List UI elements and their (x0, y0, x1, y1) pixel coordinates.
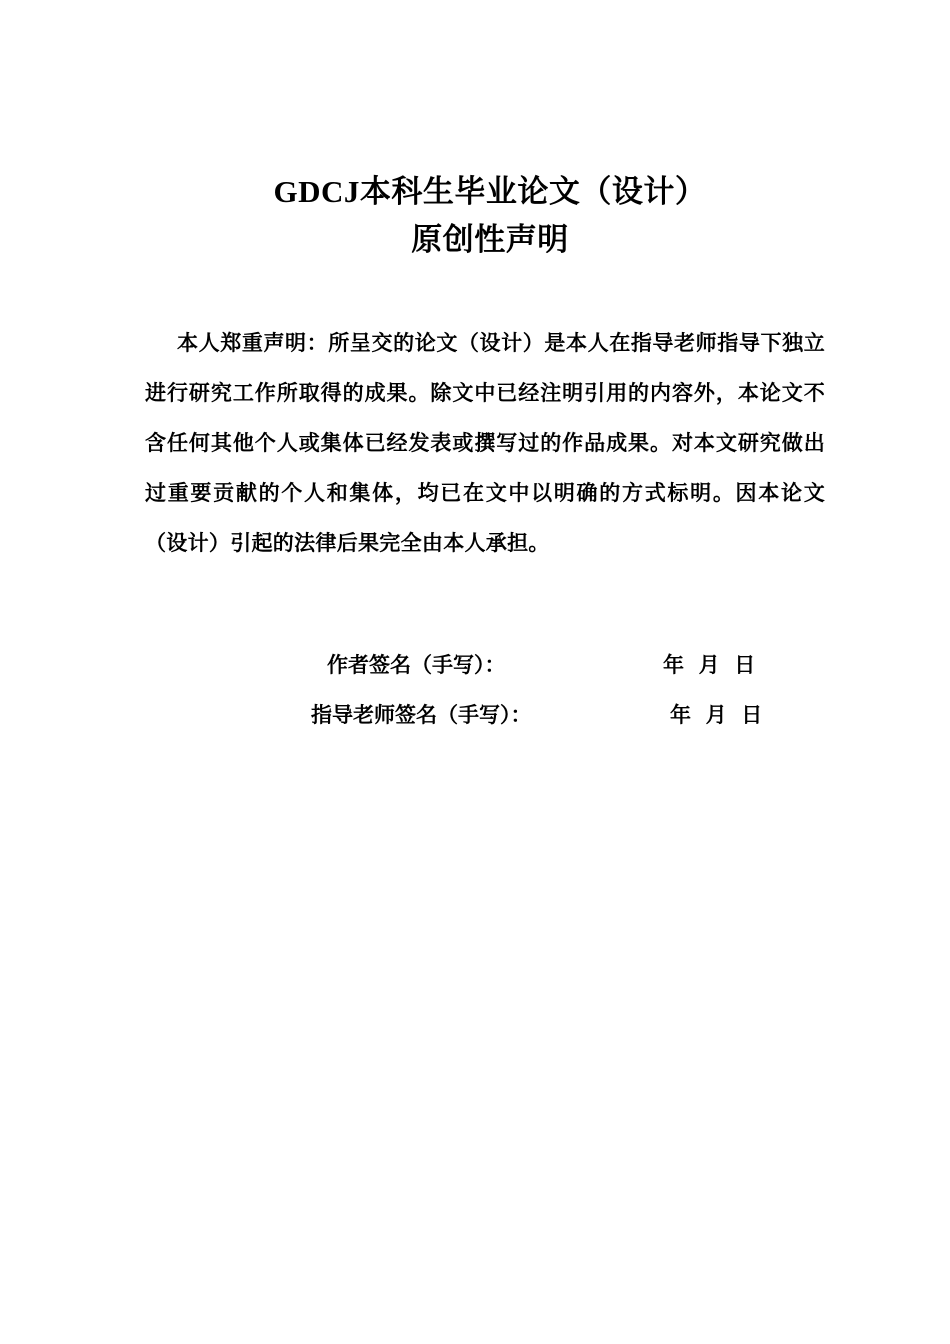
author-signature-label: 作者签名（手写）： (327, 652, 506, 677)
author-signature-date: 年 月 日 (663, 652, 756, 677)
advisor-signature-label: 指导老师签名（手写）： (311, 702, 532, 727)
document-subtitle: 原创性声明 (411, 222, 569, 258)
author-signature-row (327, 650, 756, 680)
title-block (0, 168, 950, 264)
advisor-signature-row (311, 700, 763, 730)
document-title: GDCJ本科生毕业论文（设计） (273, 174, 707, 209)
declaration-paragraph: 本人郑重声明：所呈交的论文（设计）是本人在指导老师指导下独立进行研究工作所取得的成果。除文中已经注明引用的内容外，本论文不含任何其他个人或集体已经发表或撰写过的作品成果。对本文研究做出过重要贡献的个人和集体，均已在文中以明确的方式标明。因本论文（设计）引起的法律后果完全由本人承担。 (145, 330, 825, 555)
advisor-signature-date: 年 月 日 (670, 702, 763, 727)
